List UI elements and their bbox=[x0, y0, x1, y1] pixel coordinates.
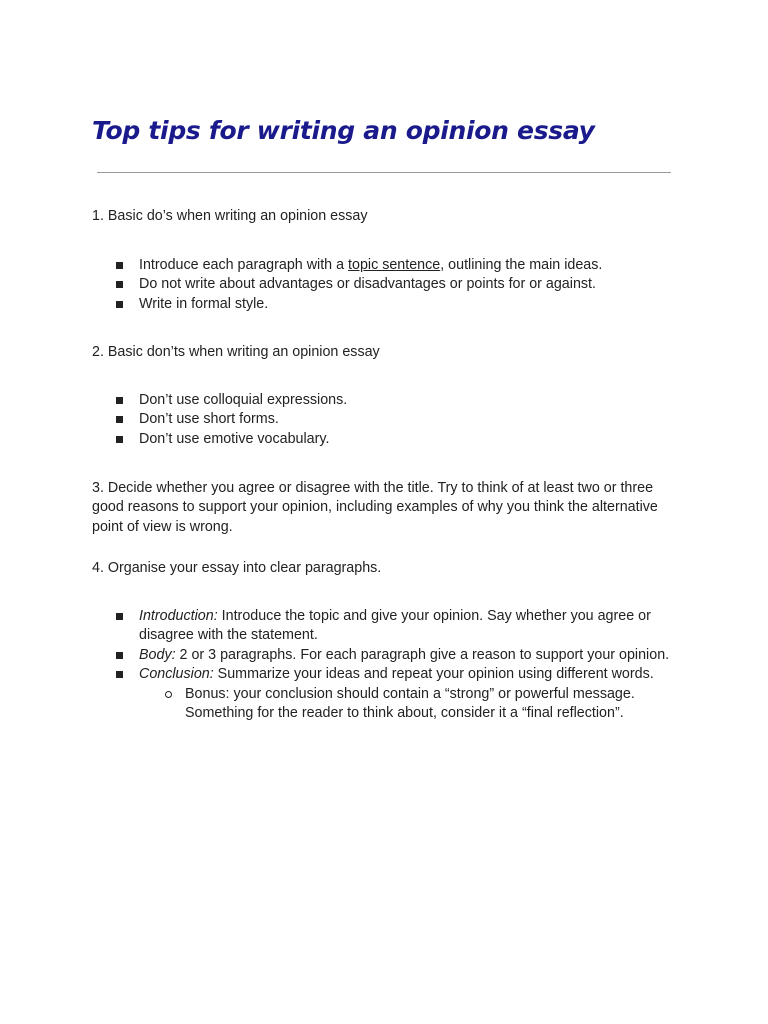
list-item bbox=[114, 430, 680, 449]
list-item bbox=[114, 665, 680, 723]
square-bullet-icon bbox=[116, 397, 123, 404]
list-item-text: Don’t use colloquial expressions. bbox=[139, 392, 348, 408]
square-bullet-icon bbox=[116, 281, 123, 288]
page-title: Top tips for writing an opinion essay bbox=[92, 116, 595, 145]
list-item bbox=[114, 410, 680, 429]
section-4-heading: 4. Organise your essay into clear paragraphs. bbox=[92, 560, 382, 576]
section-4-list bbox=[114, 607, 680, 723]
list-item bbox=[114, 391, 680, 410]
list-item-label: Conclusion: bbox=[139, 666, 214, 683]
list-item-text: Introduce the topic and give your opinion. Say whether you agree or disagree with the statement. bbox=[139, 608, 651, 644]
nested-list bbox=[139, 685, 680, 724]
nested-list-item-text: Bonus: your conclusion should contain a “strong” or powerful message. Something for the reader to think about, consider it a “final reflection”. bbox=[185, 685, 635, 722]
list-item bbox=[114, 295, 680, 314]
list-item-label: Introduction: bbox=[139, 608, 218, 624]
list-item-text: Write in formal style. bbox=[139, 295, 269, 312]
list-item-text: 2 or 3 paragraphs. For each paragraph give a reason to support your opinion. bbox=[175, 646, 670, 663]
list-item bbox=[114, 607, 680, 646]
square-bullet-icon bbox=[116, 436, 123, 443]
square-bullet-icon bbox=[116, 416, 123, 423]
square-bullet-icon bbox=[116, 652, 123, 659]
square-bullet-icon bbox=[116, 301, 123, 308]
list-item-label: Body: bbox=[139, 646, 176, 663]
square-bullet-icon bbox=[116, 613, 123, 620]
section-1-list bbox=[114, 256, 680, 314]
square-bullet-icon bbox=[116, 262, 123, 269]
section-2-list bbox=[114, 391, 680, 449]
list-item bbox=[114, 275, 680, 294]
list-item bbox=[114, 256, 680, 275]
list-item bbox=[114, 646, 680, 665]
square-bullet-icon bbox=[116, 671, 123, 678]
section-3-paragraph: 3. Decide whether you agree or disagree with the title. Try to think of at least two or three good reasons to support your opinion, including examples of why you think the alternative point of view is wrong. bbox=[92, 480, 658, 535]
topic-sentence-link[interactable]: topic sentence bbox=[348, 257, 441, 273]
hollow-circle-bullet-icon bbox=[165, 691, 172, 698]
list-item-text-end: , outlining the main ideas. bbox=[440, 257, 603, 273]
list-item-text-start: Introduce each paragraph with a bbox=[139, 257, 349, 273]
list-item-text: Don’t use emotive vocabulary. bbox=[139, 430, 330, 447]
nested-list-item bbox=[164, 685, 680, 724]
list-item-text: Don’t use short forms. bbox=[139, 411, 279, 428]
section-2-heading: 2. Basic don’ts when writing an opinion essay bbox=[92, 344, 380, 360]
list-item-text: Do not write about advantages or disadvantages or points for or against. bbox=[139, 276, 596, 293]
list-item-text: Summarize your ideas and repeat your opinion using different words. bbox=[213, 666, 654, 683]
section-1-heading: 1. Basic do’s when writing an opinion essay bbox=[92, 208, 368, 224]
horizontal-divider bbox=[97, 172, 671, 173]
